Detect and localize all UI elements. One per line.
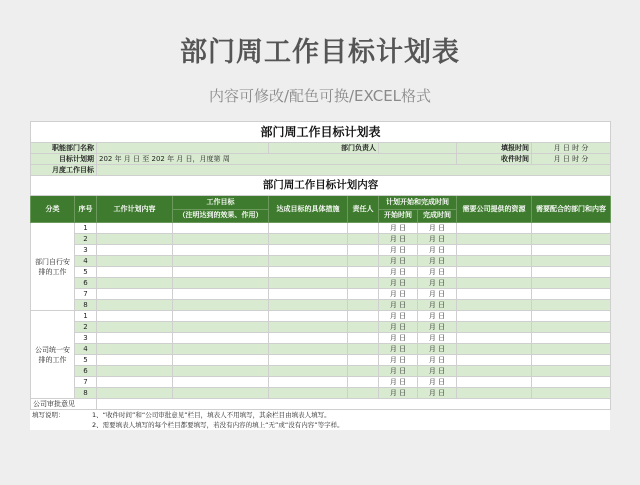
goal-cell[interactable] — [173, 322, 269, 333]
resources-cell[interactable] — [457, 355, 532, 366]
start-date-cell[interactable]: 月 日 — [379, 289, 418, 300]
header-category: 分类 — [31, 196, 75, 223]
row-index: 6 — [75, 278, 97, 289]
coop-cell[interactable] — [532, 278, 611, 289]
content-cell[interactable] — [97, 289, 173, 300]
end-date-cell[interactable]: 月 日 — [418, 366, 457, 377]
content-cell[interactable] — [97, 278, 173, 289]
end-date-cell[interactable]: 月 日 — [418, 355, 457, 366]
category-cell: 部门自行安排的工作 — [31, 223, 75, 311]
measures-cell[interactable] — [269, 223, 348, 234]
dept-head-label: 部门负责人 — [269, 143, 379, 154]
measures-cell[interactable] — [269, 256, 348, 267]
row-index: 7 — [75, 377, 97, 388]
coop-cell[interactable] — [532, 366, 611, 377]
owner-cell[interactable] — [348, 278, 379, 289]
end-date-cell[interactable]: 月 日 — [418, 333, 457, 344]
notes-block — [30, 410, 610, 430]
goal-cell[interactable] — [173, 388, 269, 399]
table-row — [31, 267, 611, 278]
approval-label: 公司审批意见 — [31, 399, 97, 410]
resources-cell[interactable] — [457, 223, 532, 234]
start-date-cell[interactable]: 月 日 — [379, 267, 418, 278]
header-start: 开始时间 — [379, 209, 418, 223]
resources-cell[interactable] — [457, 377, 532, 388]
row-index: 8 — [75, 300, 97, 311]
coop-cell[interactable] — [532, 223, 611, 234]
poster-subtitle: 内容可修改/配色可换/EXCEL格式 — [208, 87, 432, 105]
notes-label: 填写说明： — [32, 410, 65, 419]
measures-cell[interactable] — [269, 377, 348, 388]
measures-cell[interactable] — [269, 278, 348, 289]
resources-cell[interactable] — [457, 267, 532, 278]
row-index: 2 — [75, 234, 97, 245]
poster-title: 部门周工作目标计划表 — [180, 37, 460, 68]
row-index: 5 — [75, 355, 97, 366]
table-row — [31, 366, 611, 377]
resources-cell[interactable] — [457, 256, 532, 267]
report-time-label: 填报时间 — [457, 143, 532, 154]
owner-cell[interactable] — [348, 333, 379, 344]
table-row — [31, 322, 611, 333]
goal-cell[interactable] — [173, 311, 269, 322]
goal-cell[interactable] — [173, 234, 269, 245]
start-date-cell[interactable]: 月 日 — [379, 355, 418, 366]
coop-cell[interactable] — [532, 311, 611, 322]
coop-cell[interactable] — [532, 377, 611, 388]
goal-cell[interactable] — [173, 344, 269, 355]
goal-cell[interactable] — [173, 245, 269, 256]
table-row — [31, 333, 611, 344]
header-owner: 责任人 — [348, 196, 379, 223]
coop-cell[interactable] — [532, 267, 611, 278]
start-date-cell[interactable]: 月 日 — [379, 311, 418, 322]
dept-head-cell[interactable] — [379, 143, 457, 154]
table-row — [31, 289, 611, 300]
dept-name-cell[interactable] — [97, 143, 269, 154]
end-date-cell[interactable]: 月 日 — [418, 278, 457, 289]
content-cell[interactable] — [97, 388, 173, 399]
goal-cell[interactable] — [173, 267, 269, 278]
header-coop: 需要配合的部门和内容 — [532, 196, 611, 223]
owner-cell[interactable] — [348, 377, 379, 388]
resources-cell[interactable] — [457, 300, 532, 311]
table-row — [31, 355, 611, 366]
resources-cell[interactable] — [457, 366, 532, 377]
owner-cell[interactable] — [348, 289, 379, 300]
coop-cell[interactable] — [532, 322, 611, 333]
report-time-value[interactable]: 月 日 时 分 — [532, 143, 611, 154]
goal-cell[interactable] — [173, 256, 269, 267]
section-title: 部门周工作目标计划内容 — [31, 176, 611, 196]
header-resources: 需要公司提供的资源 — [457, 196, 532, 223]
end-date-cell[interactable]: 月 日 — [418, 300, 457, 311]
receive-time-value[interactable]: 月 日 时 分 — [532, 154, 611, 165]
owner-cell[interactable] — [348, 234, 379, 245]
row-index: 6 — [75, 366, 97, 377]
measures-cell[interactable] — [269, 333, 348, 344]
content-cell[interactable] — [97, 234, 173, 245]
goal-cell[interactable] — [173, 223, 269, 234]
content-cell[interactable] — [97, 366, 173, 377]
goal-cell[interactable] — [173, 289, 269, 300]
row-index: 4 — [75, 256, 97, 267]
measures-cell[interactable] — [269, 289, 348, 300]
row-index: 3 — [75, 333, 97, 344]
end-date-cell[interactable]: 月 日 — [418, 322, 457, 333]
start-date-cell[interactable]: 月 日 — [379, 234, 418, 245]
resources-cell[interactable] — [457, 322, 532, 333]
resources-cell[interactable] — [457, 289, 532, 300]
resources-cell[interactable] — [457, 278, 532, 289]
content-cell[interactable] — [97, 311, 173, 322]
table-row — [31, 234, 611, 245]
owner-cell[interactable] — [348, 245, 379, 256]
owner-cell[interactable] — [348, 223, 379, 234]
content-cell[interactable] — [97, 333, 173, 344]
table-row — [31, 311, 611, 322]
header-index: 序号 — [75, 196, 97, 223]
header-schedule: 计划开始和完成时间 — [379, 196, 457, 210]
plan-period-label: 目标计划期 — [31, 154, 97, 165]
coop-cell[interactable] — [532, 300, 611, 311]
end-date-cell[interactable]: 月 日 — [418, 311, 457, 322]
row-index: 2 — [75, 322, 97, 333]
sheet-title: 部门周工作目标计划表 — [31, 122, 611, 143]
measures-cell[interactable] — [269, 355, 348, 366]
measures-cell[interactable] — [269, 300, 348, 311]
owner-cell[interactable] — [348, 311, 379, 322]
start-date-cell[interactable]: 月 日 — [379, 322, 418, 333]
start-date-cell[interactable]: 月 日 — [379, 377, 418, 388]
row-index: 8 — [75, 388, 97, 399]
row-index: 7 — [75, 289, 97, 300]
measures-cell[interactable] — [269, 388, 348, 399]
coop-cell[interactable] — [532, 256, 611, 267]
goal-cell[interactable] — [173, 355, 269, 366]
table-row — [31, 388, 611, 399]
table-row — [31, 245, 611, 256]
resources-cell[interactable] — [457, 311, 532, 322]
content-cell[interactable] — [97, 344, 173, 355]
owner-cell[interactable] — [348, 344, 379, 355]
end-date-cell[interactable]: 月 日 — [418, 245, 457, 256]
start-date-cell[interactable]: 月 日 — [379, 245, 418, 256]
spreadsheet — [30, 121, 610, 430]
row-index: 5 — [75, 267, 97, 278]
plan-period-value[interactable]: 202 年 月 日 至 202 年 月 日，月度第 周 — [97, 154, 457, 165]
owner-cell[interactable] — [348, 267, 379, 278]
end-date-cell[interactable]: 月 日 — [418, 223, 457, 234]
approval-cell[interactable] — [97, 399, 611, 410]
note-2: 2、需要填表人填写的每个栏目都要填写，若没有内容的填上“无”或“没有内容”等字样。 — [92, 420, 344, 429]
table-row — [31, 278, 611, 289]
note-1: 1、“收件时间”和“公司审批意见”栏目，填表人不用填写，其余栏目由填表人填写。 — [92, 410, 331, 419]
owner-cell[interactable] — [348, 366, 379, 377]
table-row — [31, 256, 611, 267]
start-date-cell[interactable]: 月 日 — [379, 366, 418, 377]
row-index: 1 — [75, 223, 97, 234]
table-row — [31, 223, 611, 234]
resources-cell[interactable] — [457, 344, 532, 355]
measures-cell[interactable] — [269, 234, 348, 245]
dept-name-label: 职能部门名称 — [31, 143, 97, 154]
measures-cell[interactable] — [269, 322, 348, 333]
content-cell[interactable] — [97, 355, 173, 366]
end-date-cell[interactable]: 月 日 — [418, 289, 457, 300]
goal-cell[interactable] — [173, 333, 269, 344]
measures-cell[interactable] — [269, 366, 348, 377]
table-row — [31, 344, 611, 355]
owner-cell[interactable] — [348, 322, 379, 333]
end-date-cell[interactable]: 月 日 — [418, 256, 457, 267]
coop-cell[interactable] — [532, 344, 611, 355]
content-cell[interactable] — [97, 377, 173, 388]
monthly-target-label: 月度工作目标 — [31, 165, 97, 176]
goal-cell[interactable] — [173, 300, 269, 311]
plan-table — [30, 121, 611, 410]
measures-cell[interactable] — [269, 311, 348, 322]
coop-cell[interactable] — [532, 289, 611, 300]
content-cell[interactable] — [97, 256, 173, 267]
header-goal: 工作目标 — [173, 196, 269, 210]
goal-cell[interactable] — [173, 377, 269, 388]
row-index: 3 — [75, 245, 97, 256]
header-end: 完成时间 — [418, 209, 457, 223]
coop-cell[interactable] — [532, 388, 611, 399]
row-index: 4 — [75, 344, 97, 355]
start-date-cell[interactable]: 月 日 — [379, 344, 418, 355]
resources-cell[interactable] — [457, 234, 532, 245]
end-date-cell[interactable]: 月 日 — [418, 377, 457, 388]
coop-cell[interactable] — [532, 234, 611, 245]
header-goal-sub: （注明达到的效果、作用） — [173, 209, 269, 223]
header-measures: 达成目标的具体措施 — [269, 196, 348, 223]
end-date-cell[interactable]: 月 日 — [418, 267, 457, 278]
monthly-target-cell[interactable] — [97, 165, 611, 176]
coop-cell[interactable] — [532, 333, 611, 344]
start-date-cell[interactable]: 月 日 — [379, 223, 418, 234]
measures-cell[interactable] — [269, 267, 348, 278]
header-content: 工作计划内容 — [97, 196, 173, 223]
content-cell[interactable] — [97, 223, 173, 234]
receive-time-label: 收件时间 — [457, 154, 532, 165]
start-date-cell[interactable]: 月 日 — [379, 388, 418, 399]
measures-cell[interactable] — [269, 344, 348, 355]
resources-cell[interactable] — [457, 333, 532, 344]
end-date-cell[interactable]: 月 日 — [418, 344, 457, 355]
goal-cell[interactable] — [173, 278, 269, 289]
measures-cell[interactable] — [269, 245, 348, 256]
resources-cell[interactable] — [457, 245, 532, 256]
owner-cell[interactable] — [348, 300, 379, 311]
category-cell: 公司统一安排的工作 — [31, 311, 75, 399]
start-date-cell[interactable]: 月 日 — [379, 300, 418, 311]
start-date-cell[interactable]: 月 日 — [379, 278, 418, 289]
end-date-cell[interactable]: 月 日 — [418, 234, 457, 245]
end-date-cell[interactable]: 月 日 — [418, 388, 457, 399]
owner-cell[interactable] — [348, 388, 379, 399]
coop-cell[interactable] — [532, 355, 611, 366]
goal-cell[interactable] — [173, 366, 269, 377]
coop-cell[interactable] — [532, 245, 611, 256]
content-cell[interactable] — [97, 267, 173, 278]
content-cell[interactable] — [97, 322, 173, 333]
start-date-cell[interactable]: 月 日 — [379, 256, 418, 267]
content-cell[interactable] — [97, 245, 173, 256]
row-index: 1 — [75, 311, 97, 322]
resources-cell[interactable] — [457, 388, 532, 399]
table-row — [31, 377, 611, 388]
start-date-cell[interactable]: 月 日 — [379, 333, 418, 344]
content-cell[interactable] — [97, 300, 173, 311]
table-row — [31, 300, 611, 311]
owner-cell[interactable] — [348, 355, 379, 366]
owner-cell[interactable] — [348, 256, 379, 267]
